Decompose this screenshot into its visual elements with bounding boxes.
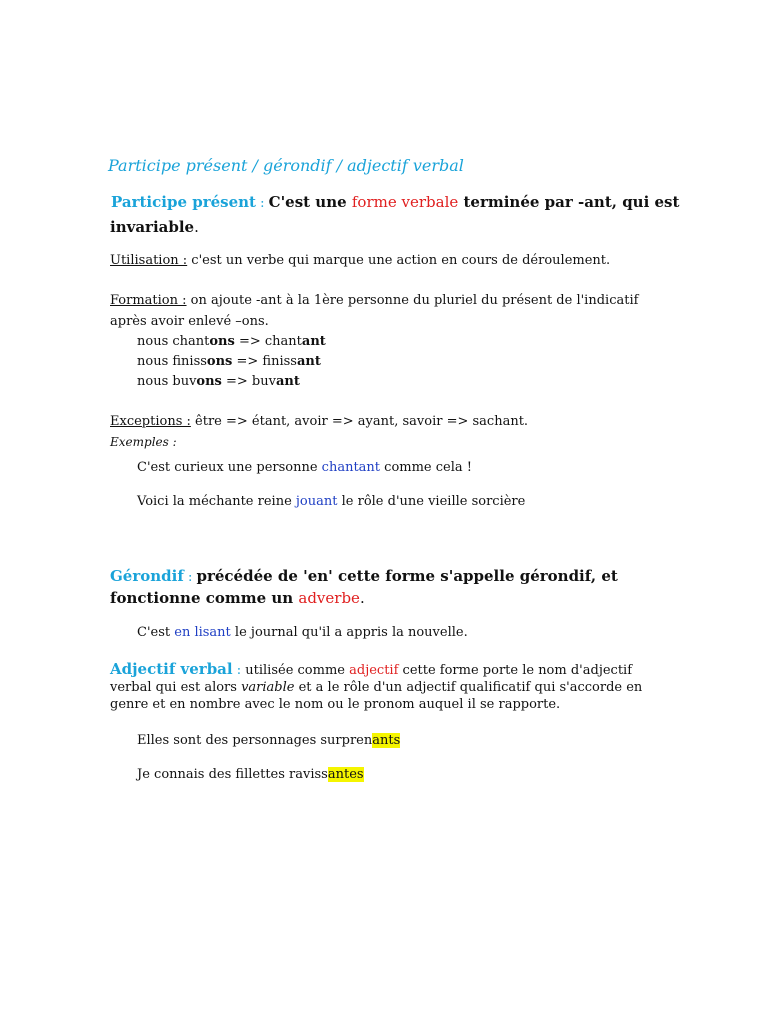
participe-sep: : [255,196,269,211]
example-ending: ant [296,354,321,369]
participe-heading-line2 [110,218,199,236]
gerondif-label: Gérondif [110,567,184,585]
adjectif-example-2 [137,767,364,782]
formation-label: Formation : [110,293,187,308]
sentence-part: utilisée comme [245,663,350,678]
participe-line2: invariable [110,218,195,236]
adjectif-word: adjectif [349,663,399,678]
exceptions-example-1 [137,460,472,475]
formation-example-2 [137,354,321,369]
participe-label: Participe présent [111,193,256,211]
participe-text-after: terminée par -ant, qui est [458,193,680,211]
adjectif-label: Adjectif verbal [110,660,233,678]
participle-word: chantant [321,460,381,475]
gerondif-heading-line1 [110,567,618,585]
sentence-part: cette forme porte le nom d'adjectif [398,663,633,678]
adjectif-example-1 [137,733,400,748]
exceptions-line [110,414,528,429]
formation-text: on ajoute -ant à la 1ère personne du pluriel du présent de l'indicatif [186,293,639,308]
example-suffix: ons [209,334,235,349]
sentence-part: C'est curieux une personne [137,460,322,475]
adjectif-line3: genre et en nombre avec le nom ou le pronom auquel il se rapporte. [110,697,561,712]
sentence-part: le journal qu'il a appris la nouvelle. [230,625,468,640]
utilisation-text: c'est un verbe qui marque une action en cours de déroulement. [187,253,611,268]
gerondif-sep: : [183,570,197,585]
gerondif-example [137,625,468,640]
example-suffix: ons [196,374,222,389]
exceptions-example-2 [137,494,525,509]
participe-text-before: C'est une [268,193,352,211]
formation-line1 [110,293,638,308]
sentence-part: Voici la méchante reine [137,494,296,509]
example-arrow: => finiss [232,354,297,369]
exceptions-text: être => étant, avoir => ayant, savoir => sachant. [190,414,529,429]
sentence-part: C'est [137,625,175,640]
formation-example-3 [137,374,300,389]
example-arrow: => buv [221,374,276,389]
variable-word: variable [241,680,295,695]
example-ending: ant [301,334,326,349]
example-stem: nous chant [137,334,210,349]
page-title: Participe présent / gérondif / adjectif verbal [108,156,464,175]
gerondif-line2-word: adverbe [298,589,360,607]
adjectif-line2 [110,680,642,695]
example-ending: ant [275,374,300,389]
participe-heading-line1 [111,193,679,211]
sentence-part: comme cela ! [380,460,472,475]
highlighted-ending: ants [372,733,401,748]
examples-label: Exemples : [110,435,177,449]
gerondif-line2-before: fonctionne comme un [110,589,299,607]
sentence-part: et a le rôle d'un adjectif qualificatif qui s'accorde en [294,680,643,695]
participe-line2-end: . [194,218,199,236]
sentence-part: le rôle d'une vieille sorcière [337,494,526,509]
gerondif-heading-line2 [110,589,365,607]
utilisation-label: Utilisation : [110,253,188,268]
gerondif-line2-end: . [359,589,365,607]
example-stem: nous finiss [137,354,207,369]
exceptions-label: Exceptions : [110,414,191,429]
formation-line2: après avoir enlevé –ons. [110,314,269,329]
example-stem: nous buv [137,374,197,389]
adjectif-sep: : [232,663,246,678]
sentence-part: verbal qui est alors [110,680,242,695]
participe-highlight: forme verbale [351,193,459,211]
gerondif-word: en lisant [174,625,231,640]
sentence-part: Elles sont des personnages surpren [137,733,373,748]
gerondif-text: précédée de 'en' cette forme s'appelle gérondif, et [196,567,618,585]
participle-word: jouant [295,494,338,509]
adjectif-line1 [110,659,632,678]
example-suffix: ons [206,354,233,369]
sentence-part: Je connais des fillettes raviss [137,767,328,782]
example-arrow: => chant [234,334,302,349]
utilisation-line [110,253,610,268]
formation-example-1 [137,334,326,349]
highlighted-ending: antes [327,767,364,782]
